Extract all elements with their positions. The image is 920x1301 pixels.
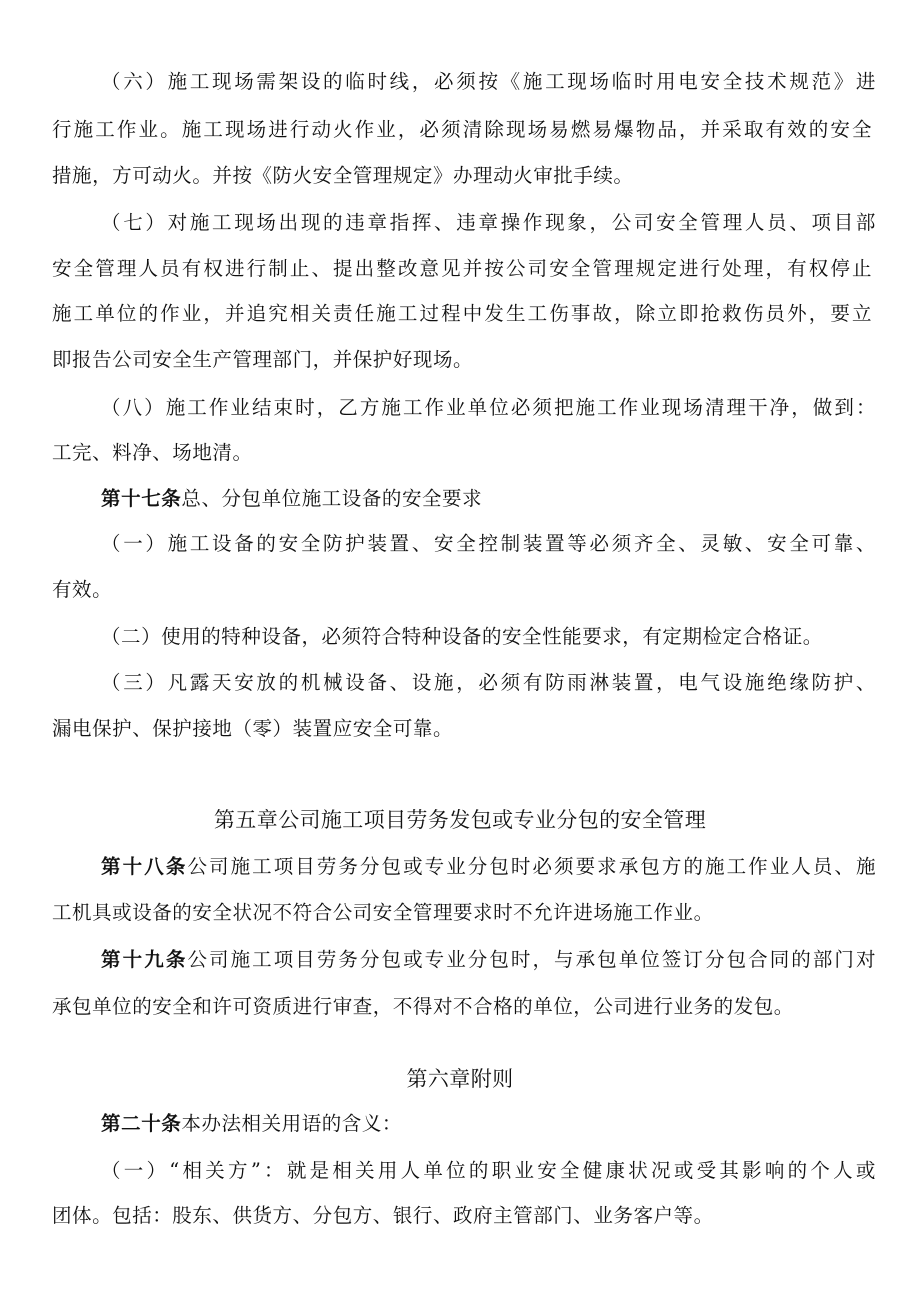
item-1-line-1: （一）施工设备的安全防护装置、安全控制装置等必须齐全、灵敏、安全可靠、 <box>101 532 876 555</box>
item-1-line-2: 有效。 <box>52 578 113 601</box>
definition-1-line-2: 团体。包括：股东、供货方、分包方、银行、政府主管部门、业务客户等。 <box>52 1204 714 1227</box>
article-18-text: 公司施工项目劳务分包或专业分包时必须要求承包方的施工作业人员、施 <box>187 855 876 878</box>
article-19-line-1 <box>101 946 876 974</box>
article-20-text: 本办法相关用语的含义： <box>181 1112 402 1135</box>
article-17-label: 第十七条 <box>101 487 182 510</box>
article-20 <box>101 1110 876 1138</box>
article-19-line-2: 承包单位的安全和许可资质进行审查，不得对不合格的单位，公司进行业务的发包。 <box>52 995 794 1018</box>
para-8-line-2: 工完、料净、场地清。 <box>52 441 253 464</box>
item-2-line-1: （二）使用的特种设备，必须符合特种设备的安全性能要求，有定期检定合格证。 <box>101 625 823 648</box>
para-7-line-4: 即报告公司安全生产管理部门，并保护好现场。 <box>52 348 474 371</box>
para-7-line-3: 施工单位的作业，并追究相关责任施工过程中发生工伤事故，除立即抢救伤员外，要立 <box>52 302 872 325</box>
para-7-line-1: （七）对施工现场出现的违章指挥、违章操作现象，公司安全管理人员、项目部 <box>101 211 876 234</box>
para-6-line-3: 措施，方可动火。并按《防火安全管理规定》办理动火审批手续。 <box>52 164 634 187</box>
para-7-line-2: 安全管理人员有权进行制止、提出整改意见并按公司安全管理规定进行处理，有权停止 <box>52 257 872 280</box>
article-18-line-2: 工机具或设备的安全状况不符合公司安全管理要求时不允许进场施工作业。 <box>52 901 714 924</box>
para-6-line-2: 行施工作业。施工现场进行动火作业，必须清除现场易燃易爆物品，并采取有效的安全 <box>52 118 872 141</box>
chapter-5-heading: 第五章公司施工项目劳务发包或专业分包的安全管理 <box>213 808 707 832</box>
article-20-label: 第二十条 <box>101 1112 182 1135</box>
article-18-line-1 <box>101 853 876 881</box>
article-19-text: 公司施工项目劳务分包或专业分包时，与承包单位签订分包合同的部门对 <box>187 948 876 971</box>
article-18-label: 第十八条 <box>101 855 188 878</box>
article-17-text: 总、分包单位施工设备的安全要求 <box>181 487 483 510</box>
definition-1-line-1: （一）“相关方”：就是相关用人单位的职业安全健康状况或受其影响的个人或 <box>101 1159 876 1182</box>
article-19-label: 第十九条 <box>101 948 188 971</box>
para-8-line-1: （八）施工作业结束时，乙方施工作业单位必须把施工作业现场清理干净，做到： <box>101 396 876 419</box>
item-3-line-1: （三）凡露天安放的机械设备、设施，必须有防雨淋装置，电气设施绝缘防护、 <box>101 671 876 694</box>
item-3-line-2: 漏电保护、保护接地（零）装置应安全可靠。 <box>52 717 454 740</box>
chapter-6-heading: 第六章附则 <box>406 1067 514 1091</box>
article-17 <box>101 485 876 513</box>
para-6-line-1: （六）施工现场需架设的临时线，必须按《施工现场临时用电安全技术规范》进 <box>101 70 876 93</box>
